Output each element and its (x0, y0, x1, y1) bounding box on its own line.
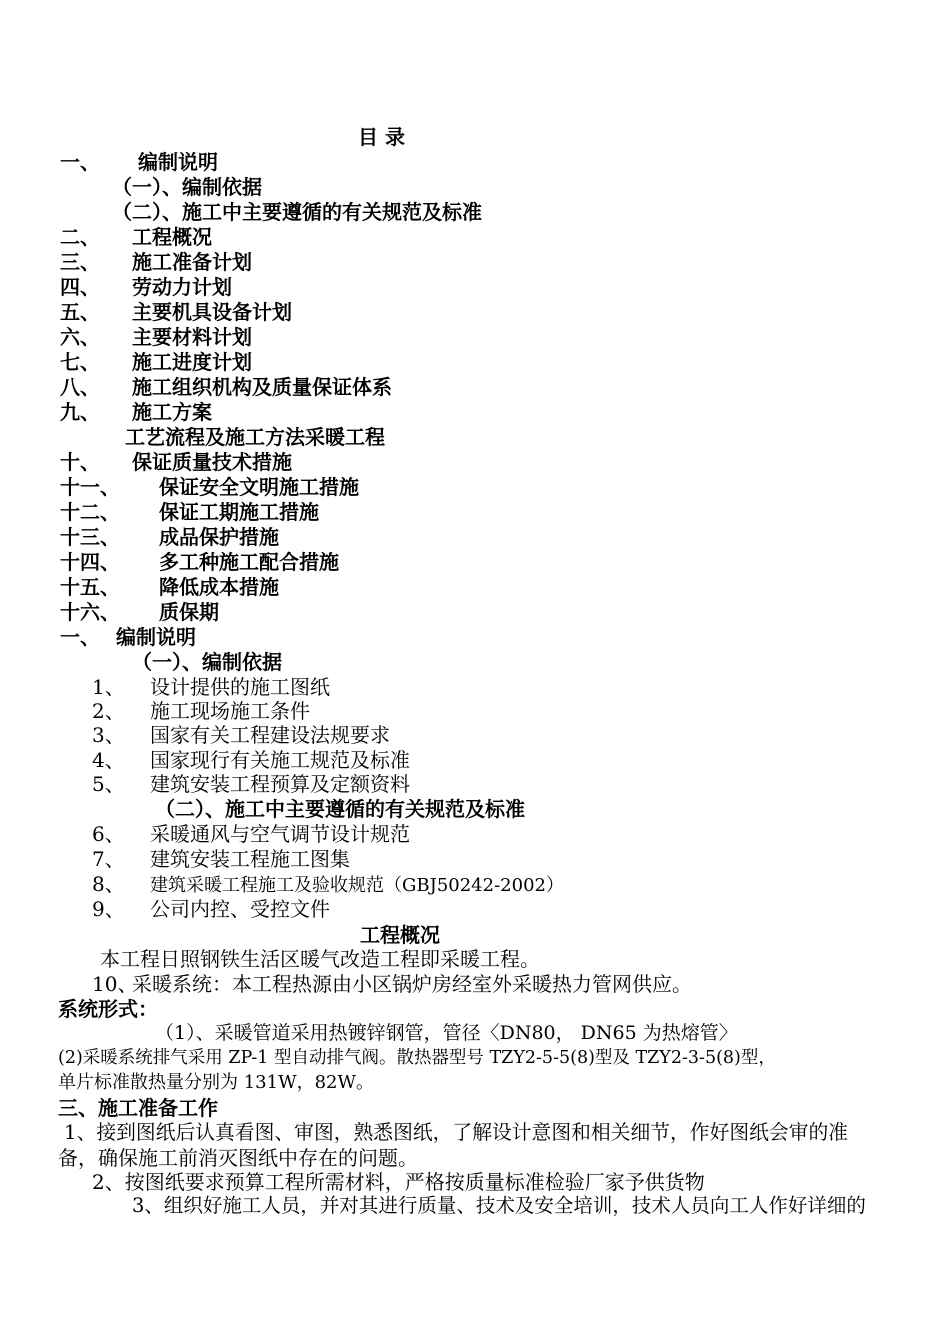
toc-item-text: 施工方案 (132, 400, 212, 424)
toc-item-number: 一、 (60, 150, 100, 174)
toc-item-text: 多工种施工配合措施 (159, 550, 339, 574)
toc-item-number: 十五、 (60, 575, 120, 599)
list-item-text: 采暖通风与空气调节设计规范 (150, 822, 410, 846)
list-item-number: 1、 (92, 675, 125, 699)
toc-item-number: 十二、 (60, 500, 120, 524)
toc-item (112, 175, 262, 199)
toc-item-text: 施工组织机构及质量保证体系 (132, 375, 392, 399)
toc-item-text: 主要机具设备计划 (132, 300, 292, 324)
list-item (92, 723, 390, 747)
subsection-heading: （二）、施工中主要遵循的有关规范及标准 (155, 797, 525, 821)
paragraph-text: 采暖系统：本工程热源由小区锅炉房经室外采暖热力管网供应。 (132, 972, 692, 996)
toc-item-number: 十、 (60, 450, 100, 474)
toc-item (60, 575, 279, 599)
list-item-text: 国家现行有关施工规范及标准 (150, 748, 410, 772)
system-heading: 系统形式： (58, 997, 158, 1021)
toc-item (60, 225, 212, 249)
toc-item-number: 八、 (60, 375, 100, 399)
toc-item-text: 质保期 (159, 600, 219, 624)
paragraph: 2、按图纸要求预算工程所需材料，严格按质量标准检验厂家予供货物 (92, 1170, 705, 1194)
list-item-number: 8、 (92, 872, 125, 896)
list-item-text: 建筑安装工程预算及定额资料 (150, 772, 410, 796)
toc-item (60, 550, 339, 574)
toc-item (60, 400, 212, 424)
toc-item-text: 工艺流程及施工方法采暖工程 (125, 425, 385, 449)
toc-item (60, 350, 252, 374)
section-heading (60, 625, 196, 649)
paragraph: 本工程日照钢铁生活区暖气改造工程即采暖工程。 (100, 947, 540, 971)
list-item (92, 822, 410, 846)
toc-item-text: 编制说明 (138, 150, 218, 174)
section-number: 一、 (60, 625, 100, 649)
paragraph: （1）、采暖管道采用热镀锌钢管，管径〈DN80， DN65 为热熔管〉 (155, 1022, 738, 1044)
toc-title: 目 录 (358, 125, 405, 149)
toc-item-number: 七、 (60, 350, 100, 374)
toc-item-number: 十六、 (60, 600, 120, 624)
list-item (92, 699, 310, 723)
list-item (92, 897, 330, 921)
list-item-number: 10、 (92, 972, 138, 996)
toc-item (60, 500, 319, 524)
paragraph (92, 972, 692, 996)
toc-item (60, 450, 292, 474)
toc-item-text: 保证工期施工措施 (159, 500, 319, 524)
toc-item (60, 250, 252, 274)
list-item (92, 748, 410, 772)
list-item (92, 772, 410, 796)
toc-item-number: 四、 (60, 275, 100, 299)
toc-item (60, 150, 218, 174)
toc-item-number: 三、 (60, 250, 100, 274)
paragraph: 1、接到图纸后认真看图、审图，熟悉图纸，了解设计意图和相关细节，作好图纸会审的准 (64, 1121, 849, 1144)
list-item-number: 5、 (92, 772, 125, 796)
subsection-heading: （一）、编制依据 (132, 650, 282, 674)
toc-item (60, 600, 219, 624)
toc-item-text: 降低成本措施 (159, 575, 279, 599)
toc-item-number: 二、 (60, 225, 100, 249)
toc-item-text: 保证安全文明施工措施 (159, 475, 359, 499)
toc-item (60, 275, 232, 299)
list-item-text: 建筑安装工程施工图集 (150, 847, 350, 871)
list-item (92, 675, 330, 699)
list-item-text: 国家有关工程建设法规要求 (150, 723, 390, 747)
list-item-number: 9、 (92, 897, 125, 921)
toc-item (60, 325, 252, 349)
overview-heading: 工程概况 (360, 923, 440, 947)
section-title: 编制说明 (116, 625, 196, 649)
toc-item-text: 施工准备计划 (132, 250, 252, 274)
toc-item (125, 425, 385, 449)
toc-item-text: 成品保护措施 (159, 525, 279, 549)
toc-item-number: 六、 (60, 325, 100, 349)
toc-item-text: 施工进度计划 (132, 350, 252, 374)
toc-item-number: 十三、 (60, 525, 120, 549)
list-item (92, 872, 564, 898)
toc-item-text: 工程概况 (132, 225, 212, 249)
toc-item-number: 十四、 (60, 550, 120, 574)
list-item-number: 6、 (92, 822, 125, 846)
section-heading: 三、施工准备工作 (58, 1096, 218, 1120)
toc-item-number: 五、 (60, 300, 100, 324)
toc-item (60, 375, 392, 399)
list-item-number: 4、 (92, 748, 125, 772)
toc-item-text: （一）、编制依据 (112, 175, 262, 199)
toc-item (60, 300, 292, 324)
paragraph: 备，确保施工前消灭图纸中存在的问题。 (58, 1146, 418, 1170)
list-item-text: 公司内控、受控文件 (150, 897, 330, 921)
list-item-text: 施工现场施工条件 (150, 699, 310, 723)
toc-item-text: （二）、施工中主要遵循的有关规范及标准 (112, 200, 482, 224)
list-item-text: 建筑采暖工程施工及验收规范（GBJ50242-2002） (150, 875, 564, 896)
paragraph: 单片标准散热量分别为 131W，82W。 (58, 1072, 374, 1093)
toc-item-number: 九、 (60, 400, 100, 424)
list-item-number: 7、 (92, 847, 125, 871)
toc-item-number: 十一、 (60, 475, 120, 499)
toc-item-text: 劳动力计划 (132, 275, 232, 299)
list-item (92, 847, 350, 871)
list-item-text: 设计提供的施工图纸 (150, 675, 330, 699)
list-item-number: 2、 (92, 699, 125, 723)
toc-item (112, 200, 482, 224)
toc-item-text: 主要材料计划 (132, 325, 252, 349)
paragraph: 3、组织好施工人员，并对其进行质量、技术及安全培训，技术人员向工人作好详细的 (132, 1194, 866, 1217)
list-item-number: 3、 (92, 723, 125, 747)
toc-item (60, 475, 359, 499)
toc-item (60, 525, 279, 549)
toc-item-text: 保证质量技术措施 (132, 450, 292, 474)
paragraph: (2)采暖系统排气采用 ZP-1 型自动排气阀。散热器型号 TZY2-5-5(8)型及 TZY2-3-5(8)型， (58, 1048, 776, 1068)
